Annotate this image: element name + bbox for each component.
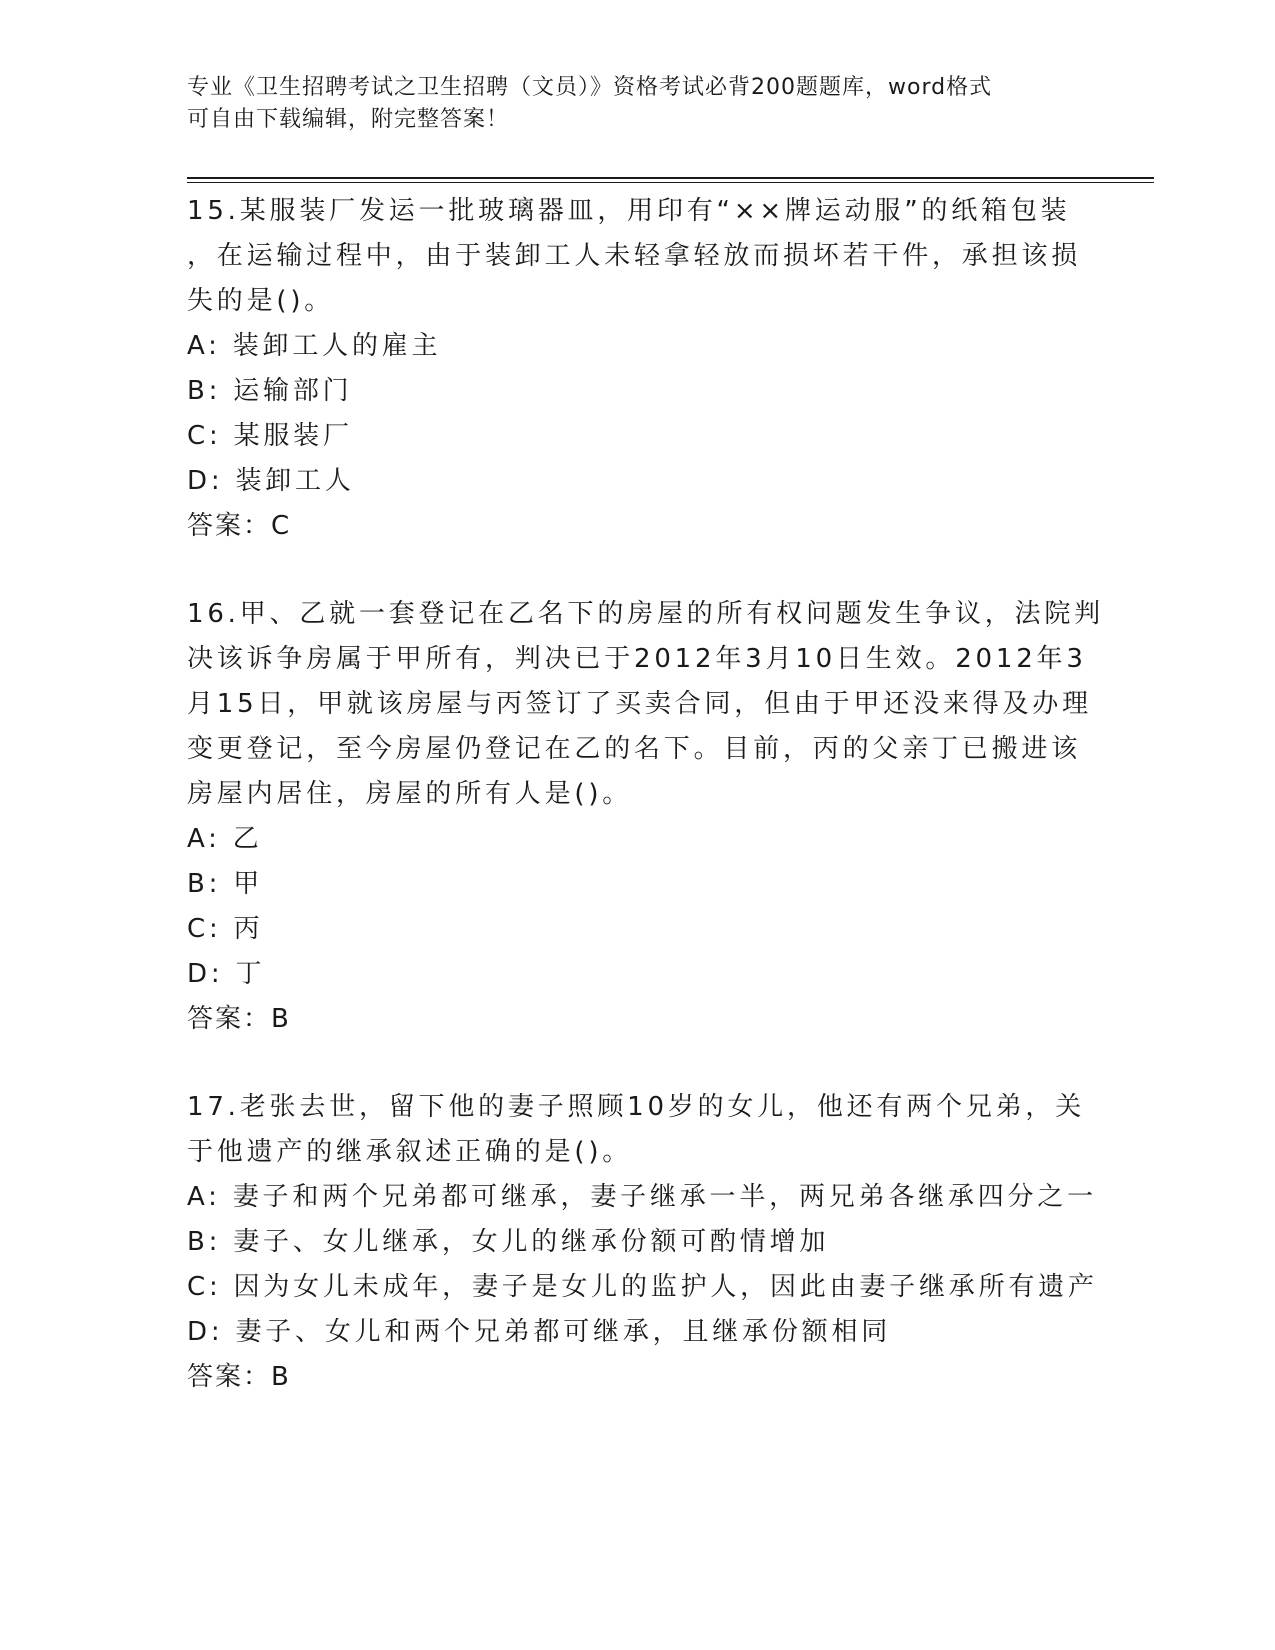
answer-text: 答案：B (187, 1004, 291, 1034)
question-text-line: 16.甲、乙就一套登记在乙名下的房屋的所有权问题发生争议，法院判 (187, 599, 1104, 629)
option-a: A: 乙 (187, 824, 263, 854)
option-a: A: 妻子和两个兄弟都可继承，妻子继承一半，两兄弟各继承四分之一 (187, 1182, 1097, 1212)
document-header (187, 72, 1067, 136)
option-b: B: 运输部门 (187, 376, 353, 406)
option-d: D: 丁 (187, 959, 266, 989)
question-spacer (187, 1042, 1087, 1085)
question-text-line: 17.老张去世，留下他的妻子照顾10岁的女儿，他还有两个兄弟，关 (187, 1092, 1086, 1122)
question-text-line: 月15日，甲就该房屋与丙签订了买卖合同，但由于甲还没来得及办理 (187, 689, 1092, 719)
option-d: D: 装卸工人 (187, 466, 355, 496)
option-d: D: 妻子、女儿和两个兄弟都可继承，且继承份额相同 (187, 1317, 892, 1347)
question-text-line: 变更登记，至今房屋仍登记在乙的名下。目前，丙的父亲丁已搬进该 (187, 734, 1082, 764)
header-divider-thin (187, 182, 1154, 183)
option-c: C: 因为女儿未成年，妻子是女儿的监护人，因此由妻子继承所有遗产 (187, 1272, 1098, 1302)
question-spacer (187, 549, 1087, 592)
option-a: A: 装卸工人的雇主 (187, 331, 442, 361)
option-b: B: 甲 (187, 869, 264, 899)
question-text-line: 15.某服装厂发运一批玻璃器皿，用印有“××牌运动服”的纸箱包装 (187, 196, 1071, 226)
option-b: B: 妻子、女儿继承，女儿的继承份额可酌情增加 (187, 1227, 830, 1257)
header-line-1: 专业《卫生招聘考试之卫生招聘（文员）》资格考试必背200题题库，word格式 (187, 75, 993, 100)
question-text-line: 决该诉争房属于甲所有，判决已于2012年3月10日生效。2012年3 (187, 644, 1087, 674)
question-16 (187, 592, 1104, 1042)
question-17 (187, 1085, 1098, 1400)
answer-text: 答案：B (187, 1362, 291, 1392)
question-text-line: ，在运输过程中，由于装卸工人未轻拿轻放而损坏若干件，承担该损 (187, 241, 1082, 271)
question-list (187, 189, 1104, 1400)
question-text-line: 于他遗产的继承叙述正确的是()。 (187, 1137, 633, 1167)
header-line-2: 可自由下载编辑，附完整答案！ (187, 107, 510, 132)
option-c: C: 某服装厂 (187, 421, 353, 451)
answer-text: 答案：C (187, 511, 292, 541)
option-c: C: 丙 (187, 914, 264, 944)
question-15 (187, 189, 1087, 549)
question-text-line: 失的是()。 (187, 286, 335, 316)
header-divider-thick (187, 177, 1154, 179)
question-text-line: 房屋内居住，房屋的所有人是()。 (187, 779, 633, 809)
